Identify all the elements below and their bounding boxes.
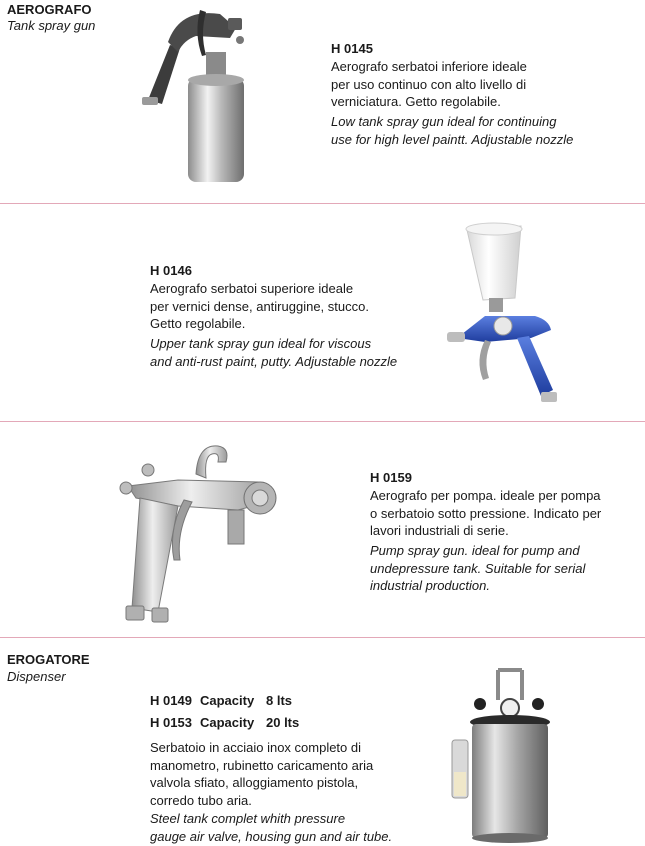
product-description-it-h0159: Aerografo per pompa. ideale per pompa o serbatoio sotto pressione. Indicato per lavori industriali di serie.: [370, 488, 602, 538]
product-description-it-h0145: Aerografo serbatoi inferiore ideale per uso continuo con alto livello di verniciatura. Getto regolabile.: [331, 59, 527, 109]
product-description-it-h0146: Aerografo serbatoi superiore ideale per vernici dense, antiruggine, stucco. Getto regolabile.: [150, 281, 369, 331]
product-code-h0146: H 0146: [150, 263, 192, 278]
spray-gun-lower-tank-image: [140, 0, 250, 185]
spray-gun-pump-image: [118, 440, 298, 625]
section-subtitle-dispenser: Dispenser: [7, 669, 66, 684]
dispenser-description-it: Serbatoio in acciaio inox completo di manometro, rubinetto caricamento aria valvola sfiato, alloggiamento pistola, corredo tubo aria.: [150, 740, 374, 808]
section-title-aerografo: AEROGRAFO: [7, 2, 92, 17]
dispenser-description-en: Steel tank complet whith pressure gauge air valve, housing gun and air tube.: [150, 811, 393, 844]
section-title-erogatore: EROGATORE: [7, 652, 90, 667]
capacity-row-h0153: H 0153 Capacity 20 lts: [150, 715, 300, 730]
spray-gun-upper-tank-image: [445, 220, 570, 408]
product-description-en-h0145: Low tank spray gun ideal for continuing use for high level paintt. Adjustable nozzle: [331, 114, 574, 147]
product-description-en-h0159: Pump spray gun. ideal for pump and undepressure tank. Suitable for serial industrial production.: [370, 543, 586, 593]
pressure-tank-dispenser-image: [450, 660, 565, 844]
product-code-h0159: H 0159: [370, 470, 412, 485]
section-divider: [0, 637, 645, 638]
section-divider: [0, 421, 645, 422]
product-code-h0145: H 0145: [331, 41, 373, 56]
section-divider: [0, 203, 645, 204]
capacity-row-h0149: H 0149 Capacity 8 lts: [150, 693, 293, 708]
section-subtitle-tank-spray-gun: Tank spray gun: [7, 18, 96, 33]
product-description-en-h0146: Upper tank spray gun ideal for viscous and anti-rust paint, putty. Adjustable nozzle: [150, 336, 398, 369]
